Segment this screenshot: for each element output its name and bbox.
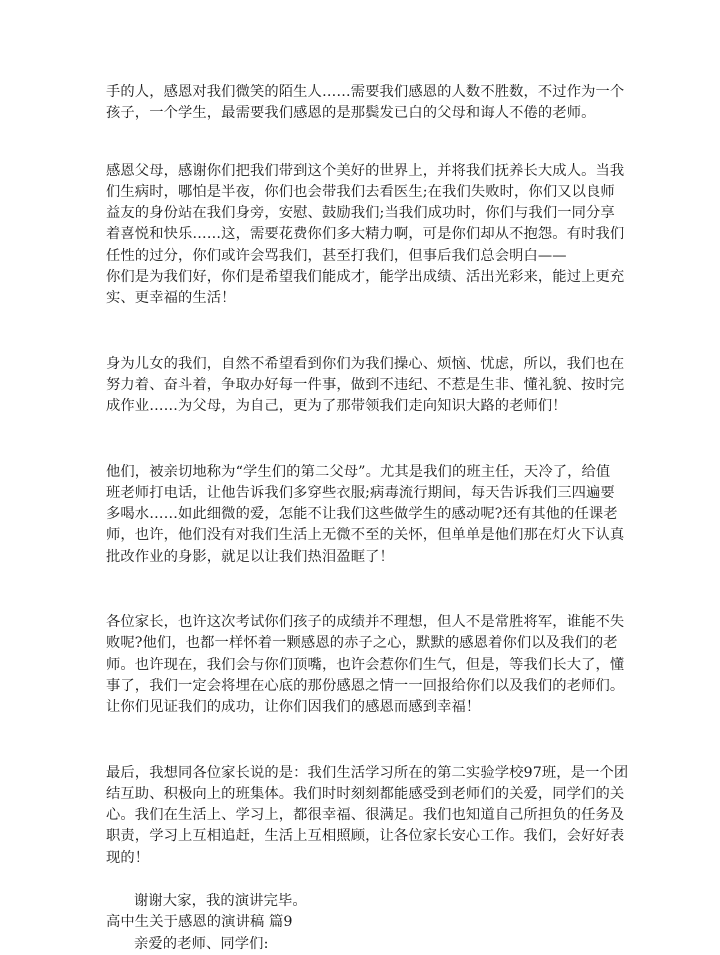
text-line: 们生病时，哪怕是半夜，你们也会带我们去看医生;在我们失败时，你们又以良师 [106,183,615,200]
text-line: 手的人，感恩对我们微笑的陌生人……需要我们感恩的人数不胜数，不过作为一个 [106,84,625,100]
text-line: 心。我们在生活上、学习上，都很幸福、很满足。我们也知道自己所担负的任务及 [106,807,625,824]
text-line: 职责，学习上互相追赶，生活上互相照顾，让各位家长安心工作。我们，会好好表 [106,828,625,845]
text-line: 事了，我们一定会将埋在心底的那份感恩之情一一回报给你们以及我们的老师们。 [106,677,625,694]
next-section-title: 高中生关于感恩的演讲稿 篇9 [106,914,293,931]
text-line: 着喜悦和快乐……这，需要花费你们多大精力啊，可是你们却从不抱怨。有时我们 [106,226,625,243]
text-line: 败呢?他们，也都一样怀着一颗感恩的赤子之心，默默的感恩着你们以及我们的老 [106,635,618,652]
text-line: 他们，被亲切地称为“学生们的第二父母”。尤其是我们的班主任，天冷了，给值 [106,463,611,480]
text-line: 孩子，一个学生，最需要我们感恩的是那鬓发已白的父母和诲人不倦的老师。 [106,105,596,122]
text-line: 现的！ [106,849,150,866]
text-line: 你们是为我们好，你们是希望我们能成才，能学出成绩、活出光彩来，能过上更充 [106,269,625,286]
paragraph-1 [106,82,625,125]
text-line: 成作业……为父母，为自己，更为了那带领我们走向知识大路的老师们！ [106,398,567,415]
paragraph-5 [106,612,625,718]
greeting-line: 亲爱的老师、同学们: [134,935,269,952]
text-line: 各位家长，也许这次考试你们孩子的成绩并不理想，但人不是常胜将军，谁能不失 [106,614,625,631]
text-line: 任性的过分，你们或许会骂我们，甚至打我们，但事后我们总会明白—— [106,247,567,264]
closing-line: 谢谢大家，我的演讲完毕。 [134,893,307,910]
paragraph-4 [106,462,625,568]
text-line: 感恩父母，感谢你们把我们带到这个美好的世界上，并将我们抚养长大成人。当我 [106,162,625,179]
closing-block [106,891,618,955]
text-line: 最后，我想同各位家长说的是：我们生活学习所在的第二实验学校97班，是一个团 [106,764,629,781]
text-line: 让你们见证我们的成功，让你们因我们的感恩而感到幸福！ [106,699,481,716]
text-line: 多喝水……如此细微的爱，怎能不让我们这些做学生的感动呢?还有其他的任课老 [106,506,618,523]
text-line: 益友的身份站在我们身旁，安慰、鼓励我们;当我们成功时，你们与我们一同分享 [106,205,615,222]
text-line: 师。也许现在，我们会与你们顶嘴，也许会惹你们生气，但是，等我们长大了，懂 [106,656,625,673]
paragraph-6 [106,763,629,869]
text-line: 班老师打电话，让他告诉我们多穿些衣服;病毒流行期间，每天告诉我们三四遍要 [106,484,615,501]
document-page [106,82,629,955]
paragraph-2 [106,161,625,310]
text-line: 师，也许，他们没有对我们生活上无微不至的关怀，但单单是他们那在灯火下认真 [106,527,625,544]
text-line: 实、更幸福的生活！ [106,290,236,307]
text-line: 结互助、积极向上的班集体。我们时时刻刻都能感受到老师们的关爱，同学们的关 [106,785,625,802]
text-line: 努力着、奋斗着，争取办好每一件事，做到不违纪、不惹是生非、懂礼貌、按时完 [106,376,625,393]
paragraph-3 [106,354,625,418]
text-line: 身为儿女的我们，自然不希望看到你们为我们操心、烦恼、忧虑，所以，我们也在 [106,355,625,372]
text-line: 批改作业的身影，就足以让我们热泪盈眶了！ [106,548,394,565]
